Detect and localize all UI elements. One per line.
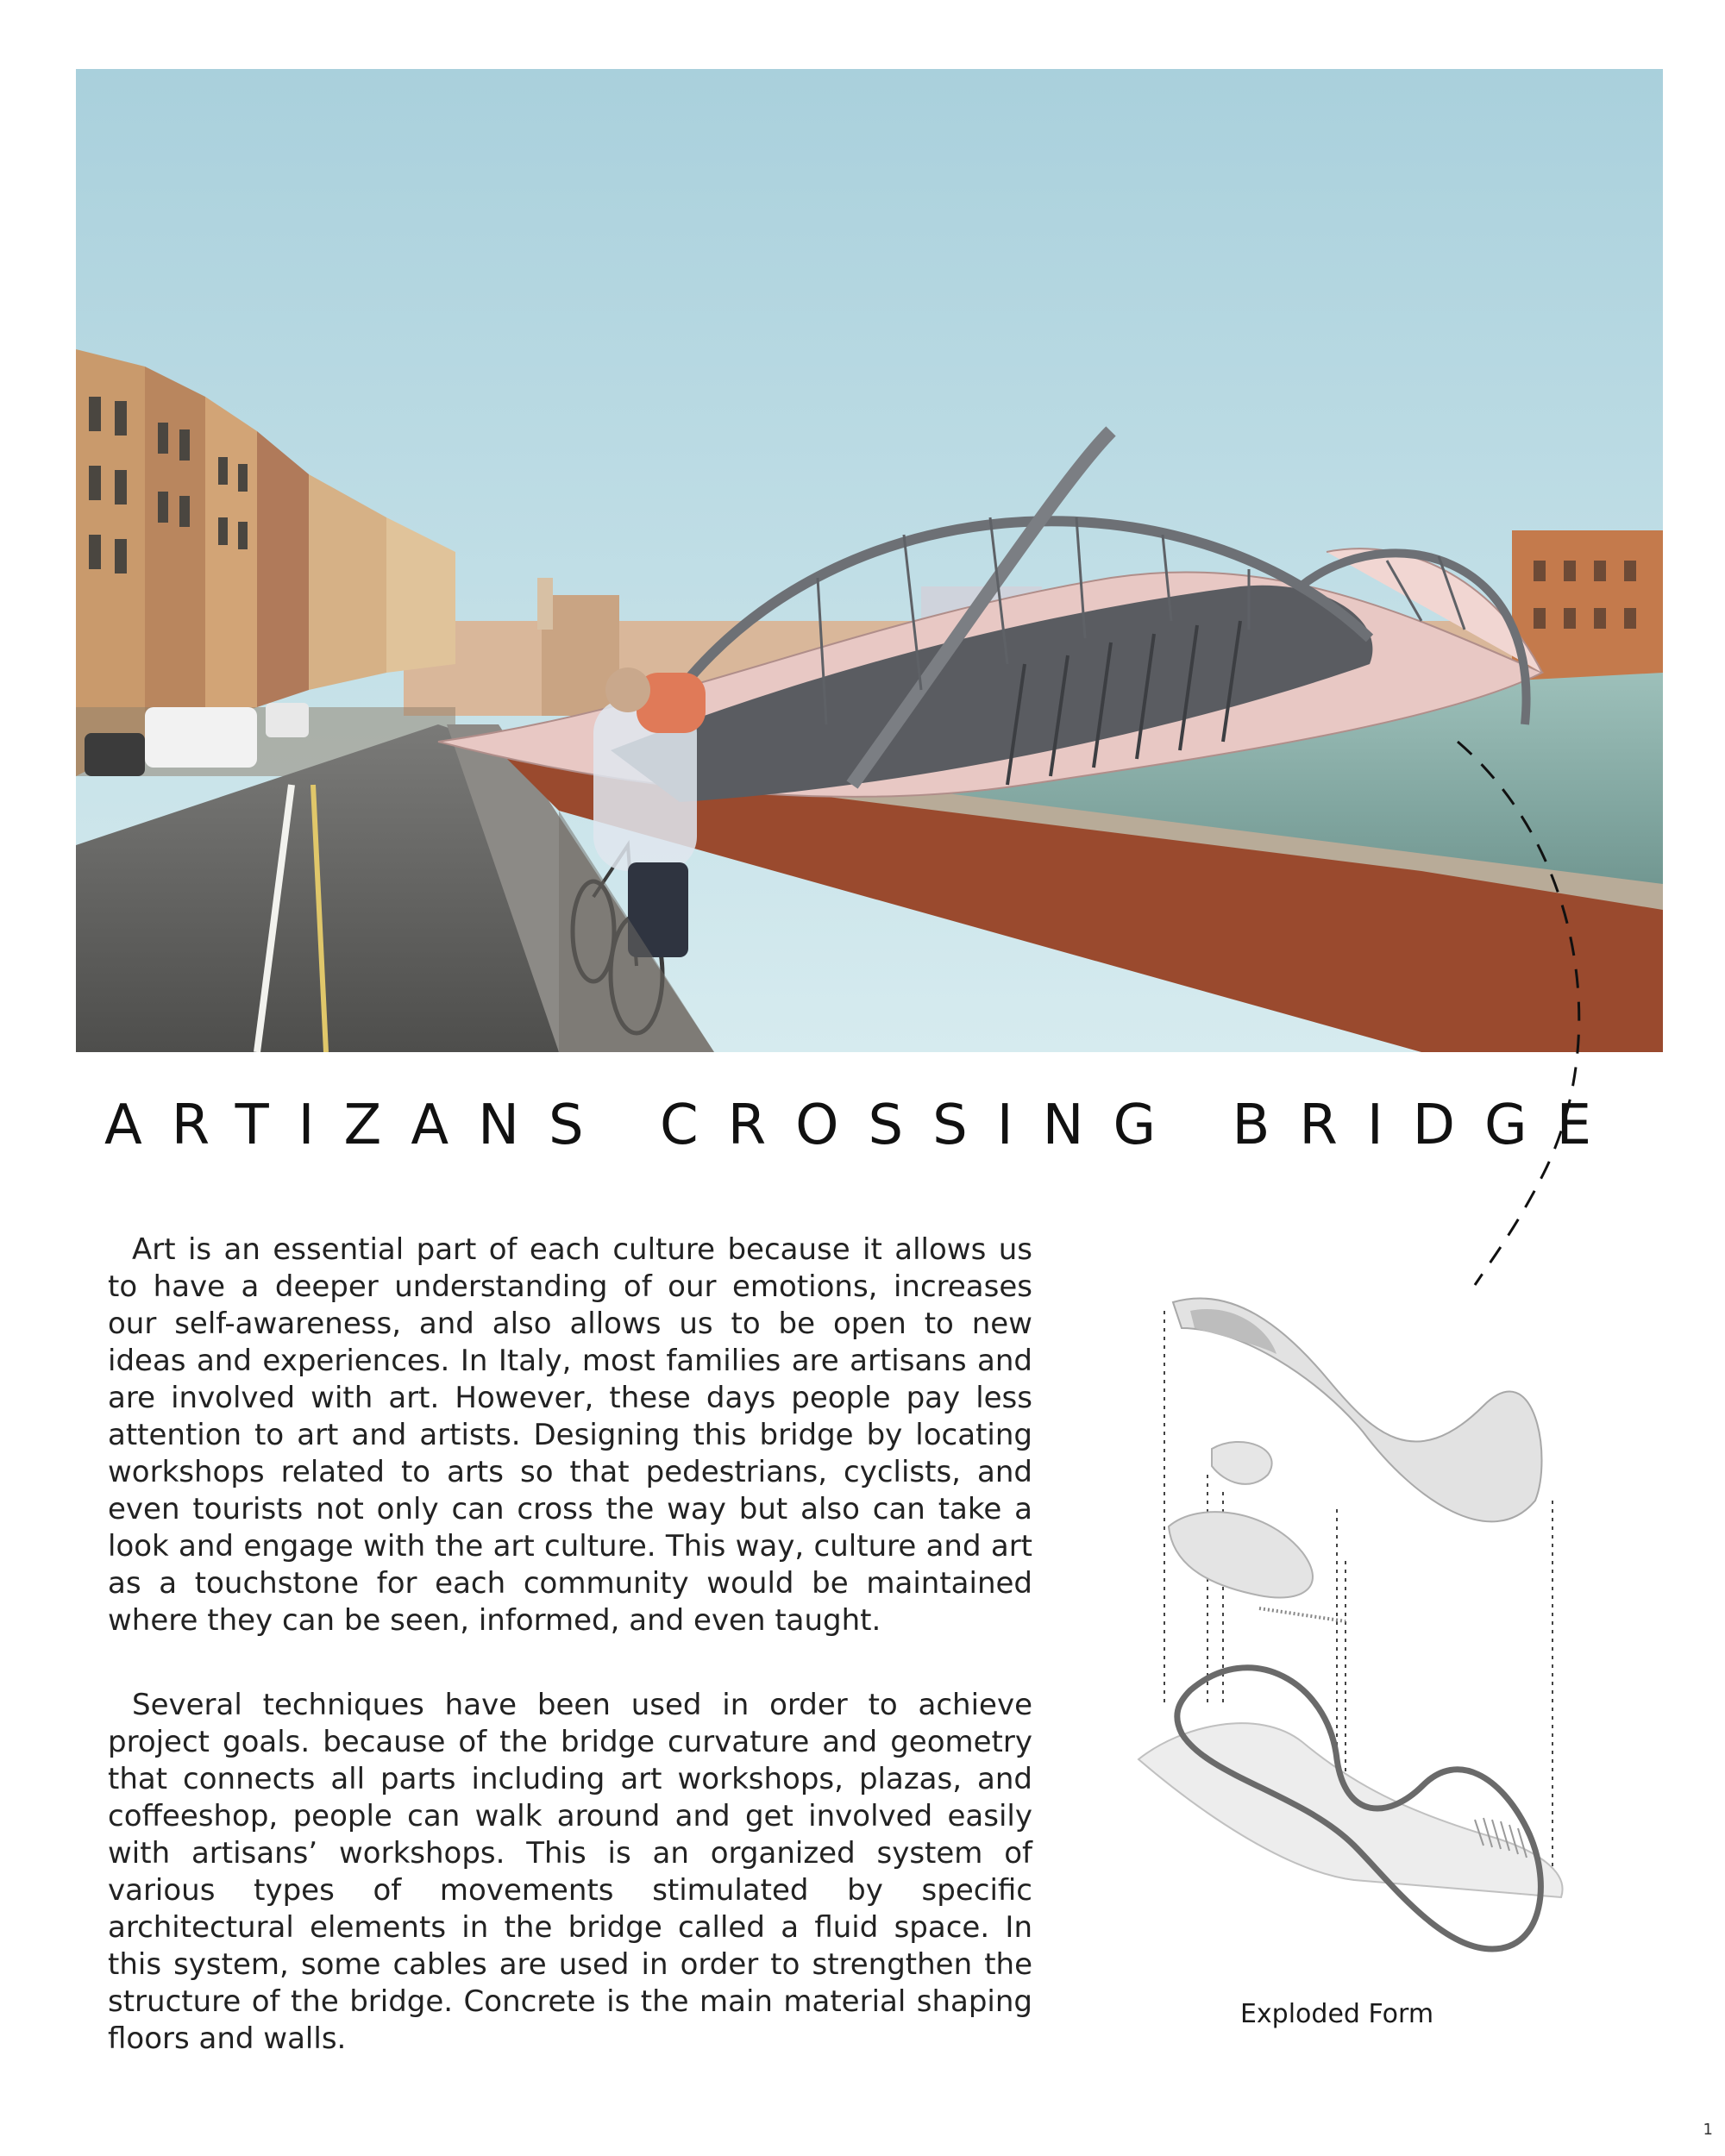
dashed-connector-line: [1380, 724, 1604, 1294]
roof-layer: [1173, 1299, 1542, 1522]
body-paragraph-1: Art is an essential part of each culture because it allows us to have a deeper understanding of our emotions, increases our self-awareness, and also allows us to be open to new ideas and experiences. In Italy, most families are artisans and are involved with art. However, these days people pay less attention to art and artists. Designing this bridge by locating workshops related to arts so that pedestrians, cyclists, and even tourists not only can cross the way but also can take a look and engage with the art culture. This way, culture and art as a touchstone for each community would be maintained where they can be seen, informed, and even taught.: [108, 1232, 1032, 1638]
body-paragraph-2: Several techniques have been used in order to achieve project goals. because of the bridge curvature and geometry that connects all parts including art workshops, plazas, and coffeeshop, people can walk around and get involved easily with artisans’ workshops. This is an organized system of various types of movements stimulated by specific architectural elements in the bridge called a fluid space. In this system, some cables are used in order to strengthen the structure of the bridge. Concrete is the main material shaping floors and walls.: [108, 1688, 1032, 2056]
base-structure-layer: [1138, 1668, 1563, 1949]
page-title: ARTIZANS CROSSING BRIDGE: [104, 1094, 1622, 1157]
page-number: 1: [1703, 2121, 1713, 2139]
exploded-form-diagram: [1130, 1276, 1578, 1975]
figure-caption: Exploded Form: [1239, 1999, 1434, 2029]
small-pod-layer: [1212, 1442, 1272, 1484]
floor-layer: [1169, 1512, 1346, 1621]
